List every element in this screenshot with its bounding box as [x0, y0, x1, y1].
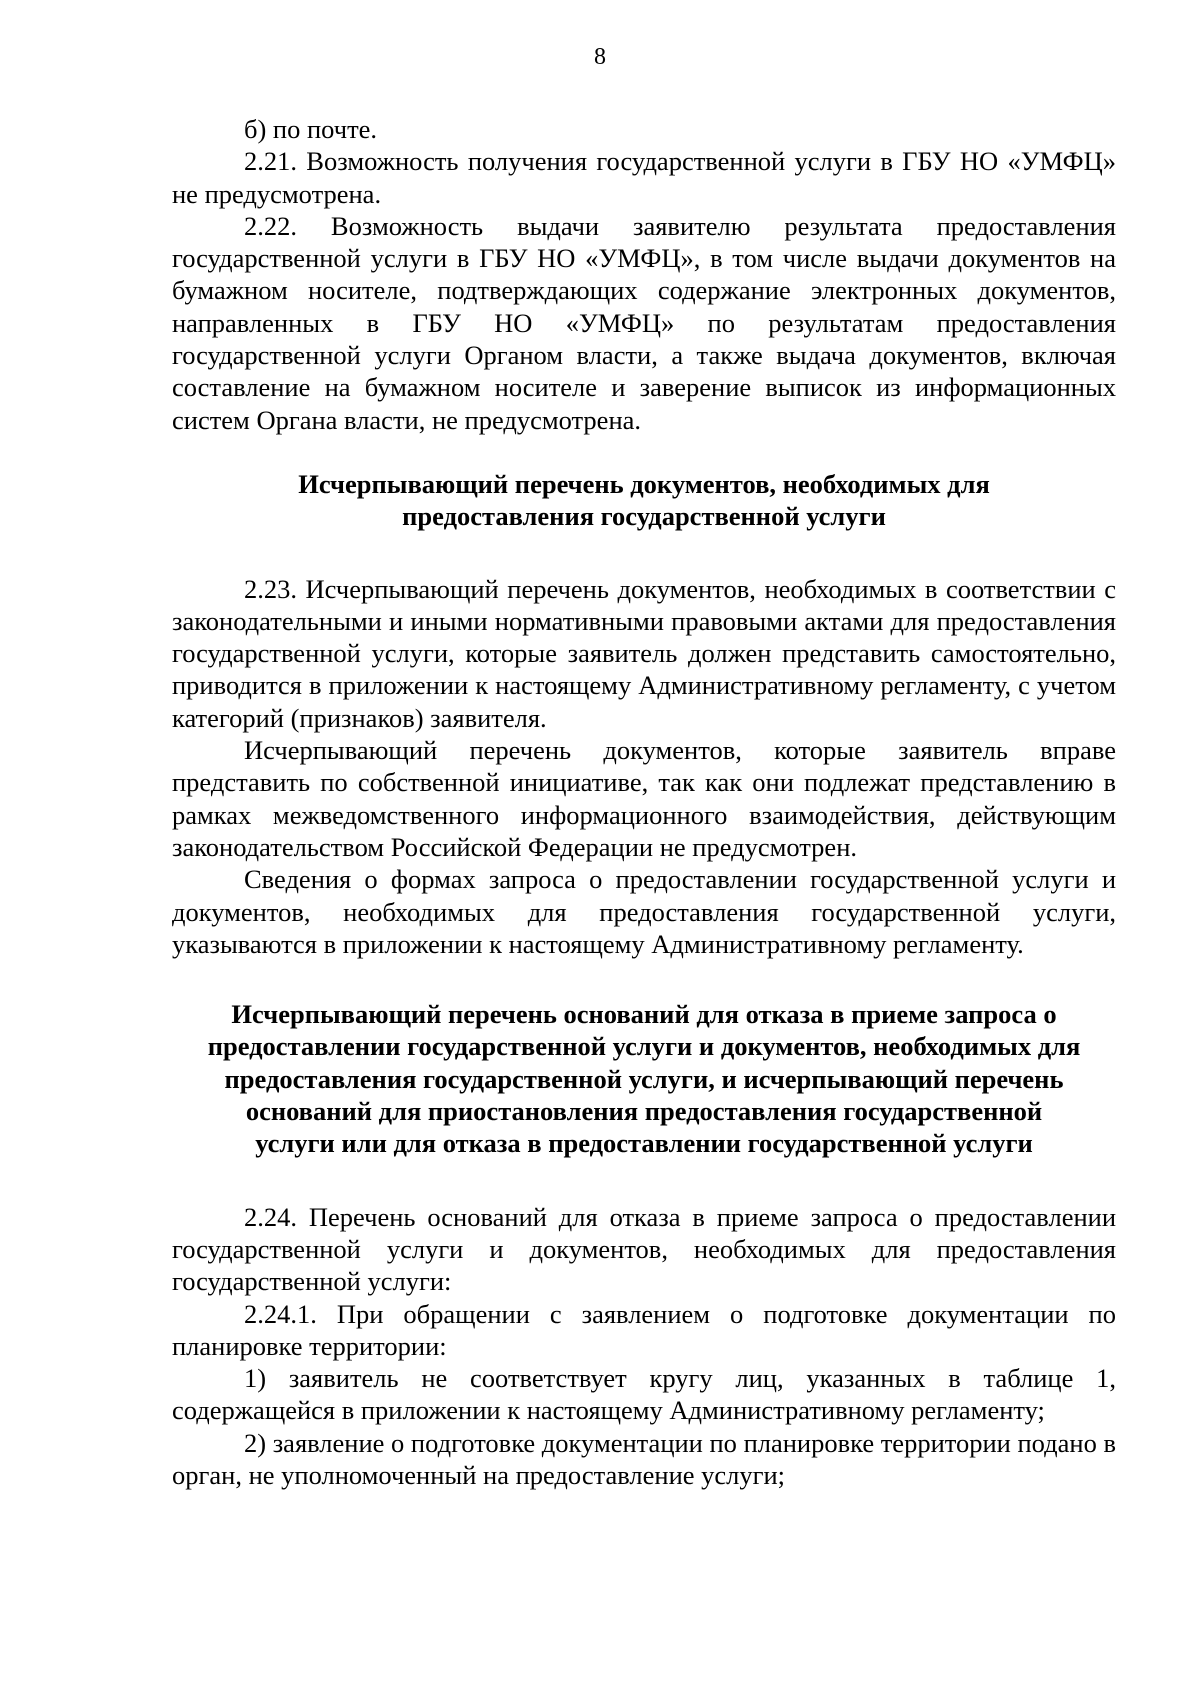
paragraph-request-forms: Сведения о формах запроса о предоставлении государственной услуги и документов, необходимых для предоставления государственной услуги, указываются в приложении к настоящему Административному регламенту. — [172, 864, 1116, 959]
paragraph-by-mail: б) по почте. — [244, 114, 378, 144]
heading-line: Исчерпывающий перечень оснований для отказа в приеме запроса о — [231, 999, 1057, 1030]
page-number: 8 — [594, 44, 606, 70]
list-item-2: 2) заявление о подготовке документации по планировке территории подано в орган, не уполномоченный на предоставление услуги; — [172, 1427, 1116, 1490]
heading-line: оснований для приостановления предоставления государственной — [245, 1096, 1043, 1127]
heading-line: услуги или для отказа в предоставлении государственной услуги — [255, 1128, 1033, 1159]
heading-line: Исчерпывающий перечень документов, необходимых для — [298, 468, 990, 499]
paragraph-2-21: 2.21. Возможность получения государственной услуги в ГБУ НО «УМФЦ» не предусмотрена. — [172, 146, 1116, 209]
paragraph-2-24-1: 2.24.1. При обращении с заявлением о подготовке документации по планировке территории: — [172, 1298, 1116, 1361]
section-heading-documents — [172, 468, 1116, 533]
paragraph-optional-documents: Исчерпывающий перечень документов, которые заявитель вправе представить по собственной инициативе, так как они подлежат представлению в рамках межведомственного информационного взаимодействия, действующим законодательством Российской Федерации не предусмотрен. — [172, 735, 1116, 862]
paragraph-2-22: 2.22. Возможность выдачи заявителю результата предоставления государственной услуги в ГБУ НО «УМФЦ», в том числе выдачи документов на бумажном носителе, подтверждающих содержание электронных документов, направленных в ГБУ НО «УМФЦ» по результатам предоставления государственной услуги Органом власти, а также выдача документов, включая составление на бумажном носителе и заверение выписок из информационных систем Органа власти, не предусмотрена. — [172, 210, 1116, 435]
section-heading-refusal-grounds — [172, 998, 1116, 1159]
list-item-1: 1) заявитель не соответствует кругу лиц, указанных в таблице 1, содержащейся в приложении к настоящему Административному регламенту; — [172, 1363, 1116, 1426]
paragraph-2-24: 2.24. Перечень оснований для отказа в приеме запроса о предоставлении государственной услуги и документов, необходимых для предоставления государственной услуги: — [172, 1201, 1116, 1297]
page-content — [172, 113, 1116, 1491]
paragraph-2-23: 2.23. Исчерпывающий перечень документов, необходимых в соответствии с законодательными и иными нормативными правовыми актами для предоставления государственной услуги, которые заявитель должен представить самостоятельно, приводится в приложении к настоящему Административному регламенту, с учетом категорий (признаков) заявителя. — [172, 573, 1116, 733]
heading-line: предоставлении государственной услуги и документов, необходимых для — [207, 1031, 1081, 1062]
heading-line: предоставления государственной услуги — [402, 501, 886, 532]
heading-line: предоставления государственной услуги, и исчерпывающий перечень — [224, 1063, 1064, 1094]
